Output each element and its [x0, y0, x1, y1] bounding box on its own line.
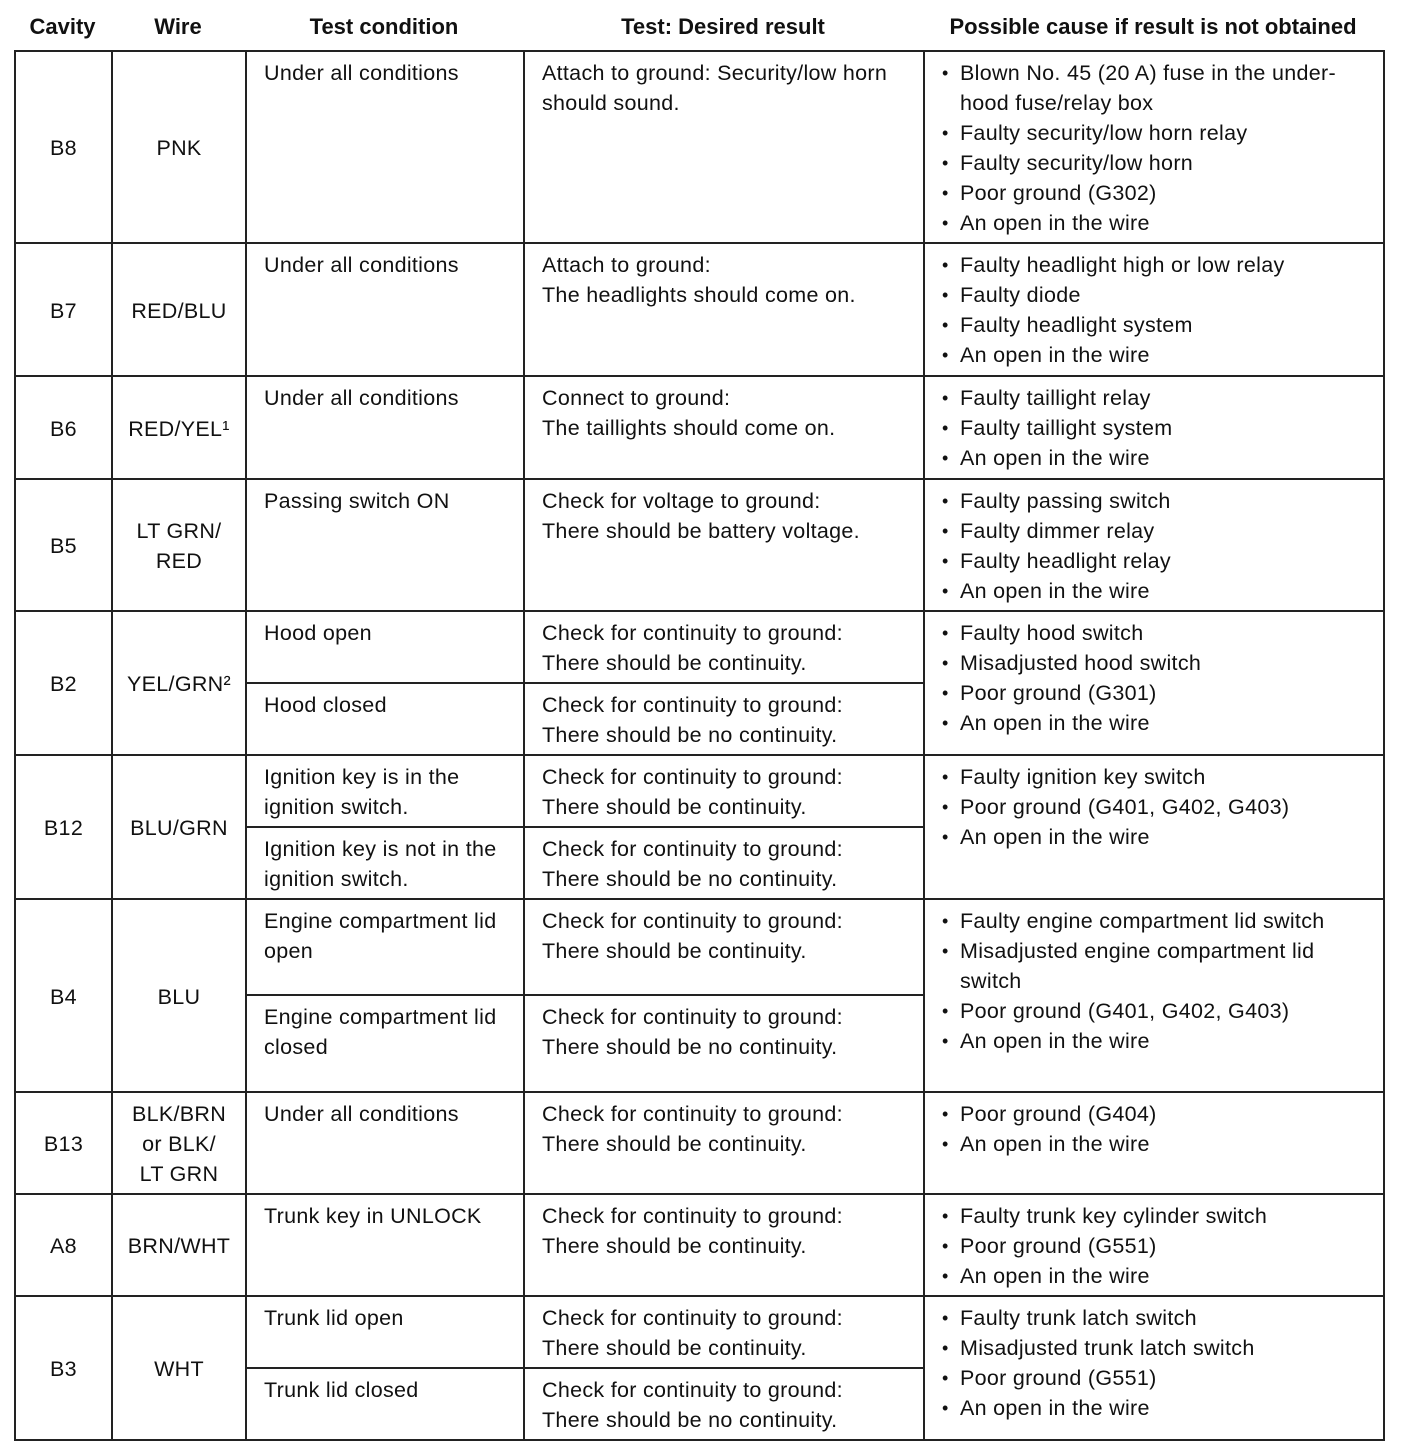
cause-item: • An open in the wire — [942, 1129, 1373, 1159]
possible-cause-cell — [924, 51, 1384, 243]
table-row — [15, 611, 1384, 683]
cause-item: • Faulty trunk key cylinder switch — [942, 1201, 1373, 1231]
cause-item: • Faulty engine compartment lid switch — [942, 906, 1373, 936]
header-wire: Wire — [154, 14, 202, 39]
desired-result-cell: Check for continuity to ground: There should be no continuity. — [524, 1368, 924, 1440]
possible-cause-cell — [924, 1194, 1384, 1296]
cause-list — [942, 58, 1373, 238]
cause-item: • Poor ground (G302) — [942, 178, 1373, 208]
cause-list — [942, 762, 1373, 852]
possible-cause-cell — [924, 479, 1384, 611]
test-condition-cell: Trunk lid closed — [246, 1368, 524, 1440]
desired-result-cell: Check for voltage to ground: There should be battery voltage. — [524, 479, 924, 611]
cavity-cell: B8 — [15, 51, 112, 243]
cause-item: • Poor ground (G551) — [942, 1231, 1373, 1261]
desired-result-cell: Attach to ground: The headlights should come on. — [524, 243, 924, 376]
cause-item: • Faulty headlight system — [942, 310, 1373, 340]
cavity-cell: B7 — [15, 243, 112, 376]
cause-item: • An open in the wire — [942, 708, 1373, 738]
cause-list — [942, 1099, 1373, 1159]
test-condition-cell: Passing switch ON — [246, 479, 524, 611]
desired-result-cell: Connect to ground: The taillights should come on. — [524, 376, 924, 479]
cause-list — [942, 906, 1373, 1056]
troubleshooting-table — [14, 50, 1385, 1441]
possible-cause-cell — [924, 899, 1384, 1092]
table-row — [15, 51, 1384, 243]
table-row — [15, 755, 1384, 827]
cause-item: • Faulty dimmer relay — [942, 516, 1373, 546]
cause-list — [942, 250, 1373, 370]
test-condition-cell: Hood open — [246, 611, 524, 683]
wire-cell: WHT — [112, 1296, 246, 1440]
cause-item: • An open in the wire — [942, 208, 1373, 238]
desired-result-cell: Check for continuity to ground: There should be continuity. — [524, 1296, 924, 1368]
desired-result-cell: Check for continuity to ground: There should be no continuity. — [524, 827, 924, 899]
cause-item: • Faulty taillight relay — [942, 383, 1373, 413]
cause-item: • An open in the wire — [942, 443, 1373, 473]
table-row — [15, 243, 1384, 376]
cause-item: • Faulty diode — [942, 280, 1373, 310]
cause-item: • Misadjusted engine compartment lid switch — [942, 936, 1373, 996]
test-condition-cell: Trunk lid open — [246, 1296, 524, 1368]
wire-cell: BLK/BRN or BLK/ LT GRN — [112, 1092, 246, 1194]
cause-item: • Faulty hood switch — [942, 618, 1373, 648]
possible-cause-cell — [924, 376, 1384, 479]
cause-item: • Poor ground (G401, G402, G403) — [942, 996, 1373, 1026]
cavity-cell: B12 — [15, 755, 112, 899]
test-condition-cell: Ignition key is not in the ignition switch. — [246, 827, 524, 899]
possible-cause-cell — [924, 1296, 1384, 1440]
cause-item: • Poor ground (G404) — [942, 1099, 1373, 1129]
test-condition-cell: Hood closed — [246, 683, 524, 755]
cause-item: • Misadjusted hood switch — [942, 648, 1373, 678]
cause-list — [942, 383, 1373, 473]
wire-cell: RED/YEL¹ — [112, 376, 246, 479]
cause-item: • Faulty headlight relay — [942, 546, 1373, 576]
cause-list — [942, 618, 1373, 738]
test-condition-cell: Under all conditions — [246, 1092, 524, 1194]
cause-item: • An open in the wire — [942, 822, 1373, 852]
table-row — [15, 899, 1384, 995]
cause-item: • Poor ground (G401, G402, G403) — [942, 792, 1373, 822]
cavity-cell: A8 — [15, 1194, 112, 1296]
wire-cell: PNK — [112, 51, 246, 243]
desired-result-cell: Check for continuity to ground: There should be continuity. — [524, 755, 924, 827]
cause-item: • Faulty security/low horn — [942, 148, 1373, 178]
table-row — [15, 1296, 1384, 1368]
desired-result-cell: Check for continuity to ground: There should be continuity. — [524, 1092, 924, 1194]
wire-cell: BLU/GRN — [112, 755, 246, 899]
cavity-cell: B5 — [15, 479, 112, 611]
cause-item: • An open in the wire — [942, 1026, 1373, 1056]
cause-item: • Faulty headlight high or low relay — [942, 250, 1373, 280]
desired-result-cell: Check for continuity to ground: There should be continuity. — [524, 611, 924, 683]
desired-result-cell: Check for continuity to ground: There should be continuity. — [524, 899, 924, 995]
header-desired-result: Test: Desired result — [621, 14, 825, 39]
test-condition-cell: Engine compartment lid open — [246, 899, 524, 995]
cause-item: • Faulty security/low horn relay — [942, 118, 1373, 148]
possible-cause-cell — [924, 611, 1384, 755]
cause-item: • An open in the wire — [942, 576, 1373, 606]
header-possible-cause: Possible cause if result is not obtained — [949, 14, 1357, 39]
cause-list — [942, 486, 1373, 606]
test-condition-cell: Ignition key is in the ignition switch. — [246, 755, 524, 827]
cause-item: • Faulty trunk latch switch — [942, 1303, 1373, 1333]
header-cavity: Cavity — [29, 14, 96, 39]
cause-list — [942, 1201, 1373, 1291]
cavity-cell: B4 — [15, 899, 112, 1092]
cause-list — [942, 1303, 1373, 1423]
wire-cell: YEL/GRN² — [112, 611, 246, 755]
table-row — [15, 1194, 1384, 1296]
desired-result-cell: Check for continuity to ground: There should be no continuity. — [524, 683, 924, 755]
table-row — [15, 1092, 1384, 1194]
cause-item: • Poor ground (G301) — [942, 678, 1373, 708]
cavity-cell: B6 — [15, 376, 112, 479]
test-condition-cell: Under all conditions — [246, 376, 524, 479]
test-condition-cell: Engine compartment lid closed — [246, 995, 524, 1092]
table-body — [15, 51, 1384, 1440]
possible-cause-cell — [924, 1092, 1384, 1194]
table-row — [15, 479, 1384, 611]
wire-cell: BLU — [112, 899, 246, 1092]
cause-item: • Faulty ignition key switch — [942, 762, 1373, 792]
cause-item: • An open in the wire — [942, 340, 1373, 370]
cause-item: • Blown No. 45 (20 A) fuse in the under-hood fuse/relay box — [942, 58, 1373, 118]
cavity-cell: B2 — [15, 611, 112, 755]
possible-cause-cell — [924, 755, 1384, 899]
desired-result-cell: Check for continuity to ground: There should be no continuity. — [524, 995, 924, 1092]
cavity-cell: B3 — [15, 1296, 112, 1440]
cause-item: • Faulty passing switch — [942, 486, 1373, 516]
wire-cell: RED/BLU — [112, 243, 246, 376]
desired-result-cell: Attach to ground: Security/low horn should sound. — [524, 51, 924, 243]
table-row — [15, 376, 1384, 479]
wire-cell: BRN/WHT — [112, 1194, 246, 1296]
desired-result-cell: Check for continuity to ground: There should be continuity. — [524, 1194, 924, 1296]
test-condition-cell: Under all conditions — [246, 51, 524, 243]
cause-item: • An open in the wire — [942, 1261, 1373, 1291]
cause-item: • An open in the wire — [942, 1393, 1373, 1423]
test-condition-cell: Under all conditions — [246, 243, 524, 376]
test-condition-cell: Trunk key in UNLOCK — [246, 1194, 524, 1296]
cause-item: • Faulty taillight system — [942, 413, 1373, 443]
wire-cell: LT GRN/ RED — [112, 479, 246, 611]
possible-cause-cell — [924, 243, 1384, 376]
header-test-condition: Test condition — [309, 14, 459, 39]
cause-item: • Misadjusted trunk latch switch — [942, 1333, 1373, 1363]
cause-item: • Poor ground (G551) — [942, 1363, 1373, 1393]
cavity-cell: B13 — [15, 1092, 112, 1194]
